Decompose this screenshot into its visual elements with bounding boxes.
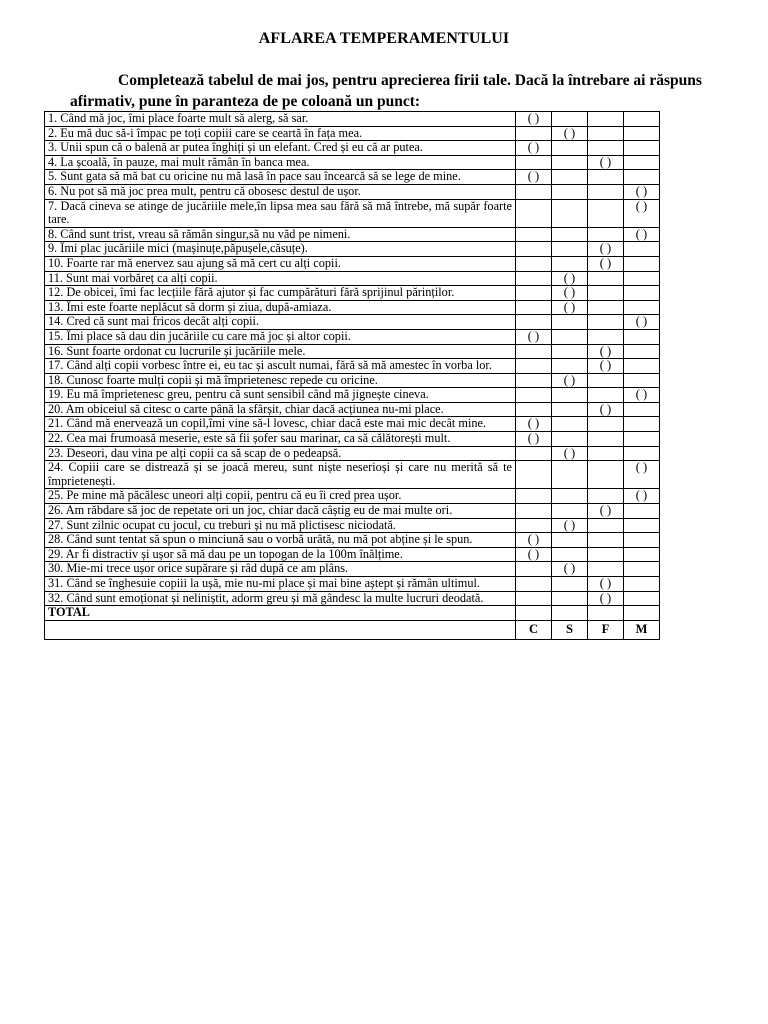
instructions-line-1: Completează tabelul de mai jos, pentru aprecierea firii tale. Dacă la întrebare ai răspuns (118, 72, 702, 89)
total-cell (624, 606, 660, 621)
answer-parentheses[interactable]: ( ) (527, 111, 540, 125)
answer-parentheses[interactable]: ( ) (563, 372, 576, 387)
answer-cell-s[interactable] (552, 446, 588, 461)
answer-cell-c (516, 591, 552, 606)
answer-cell-f (588, 562, 624, 577)
table-row (45, 432, 660, 447)
answer-cell-m (624, 417, 660, 432)
answer-cell-s (552, 489, 588, 504)
answer-cell-c (516, 577, 552, 592)
answer-cell-c (516, 373, 552, 388)
table-row (45, 126, 660, 141)
question-text: 19. Eu mă împrietenesc greu, pentru că sunt sensibil când mă jignește cineva. (45, 388, 516, 403)
answer-cell-m[interactable] (624, 388, 660, 403)
table-row (45, 489, 660, 504)
answer-parentheses[interactable]: ( ) (635, 226, 648, 241)
answer-cell-f (588, 446, 624, 461)
table-row (45, 547, 660, 562)
answer-cell-f (588, 184, 624, 199)
question-text: 2. Eu mă duc să-i împac pe toți copiii care se ceartă în fața mea. (45, 126, 516, 141)
answer-cell-s (552, 504, 588, 519)
answer-parentheses[interactable]: ( ) (563, 561, 576, 576)
question-text: 6. Nu pot să mă joc prea mult, pentru că obosesc destul de ușor. (45, 184, 516, 199)
answer-cell-c (516, 300, 552, 315)
answer-cell-m (624, 591, 660, 606)
question-text: 8. Când sunt trist, vreau să rămân singur,să nu văd pe nimeni. (45, 227, 516, 242)
answer-cell-s[interactable] (552, 562, 588, 577)
answer-cell-c (516, 199, 552, 227)
total-cell (588, 606, 624, 621)
answer-cell-s (552, 577, 588, 592)
answer-cell-f (588, 315, 624, 330)
table-row (45, 344, 660, 359)
answer-cell-c[interactable] (516, 533, 552, 548)
answer-cell-m[interactable] (624, 184, 660, 199)
answer-cell-m (624, 271, 660, 286)
question-text: 32. Când sunt emoționat și neliniștit, adorm greu și mă gândesc la multe lucruri deodată. (45, 591, 516, 606)
table-row (45, 227, 660, 242)
question-text: 12. De obicei, îmi fac lecțiile fără ajutor și fac cumpărături fără sprijinul părinților. (45, 286, 516, 301)
question-text: 17. Când alți copii vorbesc între ei, eu tac și ascult numai, fără să mă amestec în vorba lor. (45, 359, 516, 374)
answer-parentheses[interactable]: ( ) (599, 358, 612, 373)
table-row (45, 388, 660, 403)
answer-parentheses[interactable]: ( ) (527, 416, 540, 431)
answer-cell-f[interactable] (588, 577, 624, 592)
answer-cell-f (588, 489, 624, 504)
table-row (45, 446, 660, 461)
answer-cell-c (516, 242, 552, 257)
answer-cell-s (552, 170, 588, 185)
answer-cell-s (552, 227, 588, 242)
answer-cell-m (624, 518, 660, 533)
table-row (45, 256, 660, 271)
table-row (45, 533, 660, 548)
question-text: 4. La școală, în pauze, mai mult rămân în banca mea. (45, 155, 516, 170)
table-row (45, 184, 660, 199)
answer-cell-m (624, 533, 660, 548)
answer-parentheses[interactable]: ( ) (635, 183, 648, 198)
answer-cell-c (516, 446, 552, 461)
table-row (45, 562, 660, 577)
table-row (45, 373, 660, 388)
question-text: 3. Unii spun că o balenă ar putea înghiți și un elefant. Cred și eu că ar putea. (45, 141, 516, 156)
answer-cell-s[interactable] (552, 373, 588, 388)
instructions-line-2: afirmativ, pune în paranteza de pe coloană un punct: (70, 93, 421, 110)
answer-cell-c (516, 402, 552, 417)
answer-cell-m (624, 170, 660, 185)
answer-cell-s (552, 344, 588, 359)
answer-cell-s (552, 388, 588, 403)
answer-cell-s (552, 329, 588, 344)
table-row (45, 417, 660, 432)
question-text: 13. Îmi este foarte neplăcut să dorm și ziua, după-amiaza. (45, 300, 516, 315)
answer-cell-f[interactable] (588, 402, 624, 417)
column-letter: S (552, 621, 588, 640)
answer-cell-s[interactable] (552, 300, 588, 315)
answer-parentheses[interactable]: ( ) (527, 140, 540, 155)
answer-cell-m (624, 432, 660, 447)
question-text: 31. Când se înghesuie copiii la ușă, mie nu-mi place și mai bine aștept și rămân ultimul. (45, 577, 516, 592)
answer-cell-f[interactable] (588, 504, 624, 519)
table-row (45, 286, 660, 301)
answer-cell-m (624, 141, 660, 156)
answer-parentheses[interactable]: ( ) (527, 431, 540, 446)
answer-cell-s (552, 155, 588, 170)
answer-cell-c (516, 388, 552, 403)
answer-cell-m (624, 112, 660, 127)
answer-cell-f[interactable] (588, 359, 624, 374)
temperament-table (44, 111, 660, 640)
column-letter: F (588, 621, 624, 640)
question-text: 24. Copiii care se distrează și se joacă mereu, sunt niște neserioși și care nu merită să te împrietenești. (45, 461, 516, 489)
answer-parentheses[interactable]: ( ) (527, 169, 540, 184)
answer-cell-m (624, 547, 660, 562)
answer-cell-c[interactable] (516, 329, 552, 344)
table-row (45, 329, 660, 344)
table-row (45, 359, 660, 374)
answer-cell-c (516, 518, 552, 533)
question-text: 11. Sunt mai vorbăreț ca alți copii. (45, 271, 516, 286)
answer-cell-f (588, 170, 624, 185)
answer-cell-s[interactable] (552, 126, 588, 141)
answer-cell-s (552, 359, 588, 374)
column-letters-row (45, 621, 660, 640)
answer-cell-s (552, 533, 588, 548)
answer-cell-f (588, 126, 624, 141)
answer-parentheses[interactable]: ( ) (599, 241, 612, 256)
answer-cell-s (552, 591, 588, 606)
answer-parentheses[interactable]: ( ) (563, 285, 576, 300)
answer-cell-f (588, 141, 624, 156)
table-row (45, 155, 660, 170)
answer-cell-m (624, 402, 660, 417)
answer-parentheses[interactable]: ( ) (563, 517, 576, 532)
table-row (45, 577, 660, 592)
table-row (45, 461, 660, 489)
answer-cell-m (624, 300, 660, 315)
answer-parentheses[interactable]: ( ) (635, 460, 648, 475)
table-row (45, 504, 660, 519)
table-row (45, 112, 660, 127)
answer-cell-m[interactable] (624, 315, 660, 330)
question-text: 23. Deseori, dau vina pe alți copii ca să scap de o pedeapsă. (45, 446, 516, 461)
answer-cell-m (624, 329, 660, 344)
answer-cell-c (516, 126, 552, 141)
answer-cell-c (516, 256, 552, 271)
total-label: TOTAL (45, 606, 516, 621)
answer-cell-m (624, 344, 660, 359)
table-row (45, 402, 660, 417)
question-text: 1. Când mă joc, îmi place foarte mult să alerg, să sar. (45, 112, 516, 127)
table-row (45, 141, 660, 156)
answer-cell-s (552, 417, 588, 432)
answer-cell-f (588, 373, 624, 388)
answer-cell-m (624, 242, 660, 257)
answer-parentheses[interactable]: ( ) (563, 299, 576, 314)
answer-parentheses[interactable]: ( ) (599, 590, 612, 605)
answer-cell-c[interactable] (516, 547, 552, 562)
answer-parentheses[interactable]: ( ) (635, 488, 648, 503)
column-letter: C (516, 621, 552, 640)
answer-cell-s (552, 199, 588, 227)
table-row (45, 242, 660, 257)
answer-cell-c (516, 271, 552, 286)
answer-cell-c (516, 155, 552, 170)
answer-cell-s (552, 141, 588, 156)
question-text: 29. Ar fi distractiv și ușor să mă dau pe un topogan de la 100m înălțime. (45, 547, 516, 562)
answer-parentheses[interactable]: ( ) (635, 387, 648, 402)
answer-cell-c (516, 315, 552, 330)
answer-cell-s (552, 402, 588, 417)
answer-cell-c[interactable] (516, 417, 552, 432)
answer-cell-f (588, 533, 624, 548)
answer-cell-f (588, 461, 624, 489)
question-text: 27. Sunt zilnic ocupat cu jocul, cu treburi și nu mă plictisesc niciodată. (45, 518, 516, 533)
table-row (45, 170, 660, 185)
answer-cell-m[interactable] (624, 199, 660, 227)
question-text: 18. Cunosc foarte mulți copii și mă împrietenesc repede cu oricine. (45, 373, 516, 388)
answer-cell-m (624, 126, 660, 141)
answer-cell-c (516, 562, 552, 577)
answer-cell-f[interactable] (588, 591, 624, 606)
answer-cell-s (552, 461, 588, 489)
answer-parentheses[interactable]: ( ) (599, 503, 612, 518)
answer-cell-m[interactable] (624, 227, 660, 242)
answer-cell-c (516, 227, 552, 242)
answer-cell-s[interactable] (552, 271, 588, 286)
answer-parentheses[interactable]: ( ) (599, 255, 612, 270)
answer-cell-c (516, 184, 552, 199)
answer-parentheses[interactable]: ( ) (563, 445, 576, 460)
answer-parentheses[interactable]: ( ) (527, 546, 540, 561)
instructions (70, 70, 740, 112)
answer-cell-s[interactable] (552, 286, 588, 301)
answer-cell-s (552, 242, 588, 257)
answer-cell-s[interactable] (552, 518, 588, 533)
table-row (45, 271, 660, 286)
question-text: 15. Îmi place să dau din jucăriile cu care mă joc și altor copii. (45, 329, 516, 344)
answer-cell-c[interactable] (516, 112, 552, 127)
answer-cell-f (588, 547, 624, 562)
answer-cell-m[interactable] (624, 461, 660, 489)
answer-cell-s (552, 256, 588, 271)
answer-cell-f (588, 432, 624, 447)
answer-cell-f (588, 300, 624, 315)
question-text: 5. Sunt gata să mă bat cu oricine nu mă lasă în pace sau încearcă să se lege de mine. (45, 170, 516, 185)
total-row (45, 606, 660, 621)
answer-parentheses[interactable]: ( ) (599, 576, 612, 590)
answer-cell-s (552, 315, 588, 330)
answer-cell-f (588, 388, 624, 403)
answer-cell-f (588, 518, 624, 533)
question-text: 9. Îmi plac jucăriile mici (mașinuțe,păpușele,căsuțe). (45, 242, 516, 257)
answer-cell-s (552, 432, 588, 447)
answer-cell-c (516, 461, 552, 489)
answer-cell-m[interactable] (624, 489, 660, 504)
question-text: 16. Sunt foarte ordonat cu lucrurile și jucăriile mele. (45, 344, 516, 359)
answer-cell-c (516, 504, 552, 519)
answer-cell-c[interactable] (516, 141, 552, 156)
question-text: 10. Foarte rar mă enervez sau ajung să mă cert cu alți copii. (45, 256, 516, 271)
answer-cell-m (624, 446, 660, 461)
answer-cell-m (624, 256, 660, 271)
answer-cell-f (588, 112, 624, 127)
answer-parentheses[interactable]: ( ) (635, 314, 648, 329)
answer-cell-m (624, 504, 660, 519)
answer-parentheses[interactable]: ( ) (563, 270, 576, 285)
answer-cell-f[interactable] (588, 344, 624, 359)
total-cell (516, 606, 552, 621)
question-text: 7. Dacă cineva se atinge de jucăriile mele,în lipsa mea sau fără să mă întrebe, mă supăr foarte tare. (45, 199, 516, 227)
question-text: 22. Cea mai frumoasă meserie, este să fii șofer sau marinar, ca să călătorești mult. (45, 432, 516, 447)
answer-cell-s (552, 547, 588, 562)
table-row (45, 315, 660, 330)
total-cell (552, 606, 588, 621)
question-text: 26. Am răbdare să joc de repetate ori un joc, chiar dacă câștig eu de mai multe ori. (45, 504, 516, 519)
answer-cell-c (516, 359, 552, 374)
question-text: 25. Pe mine mă păcălesc uneori alți copii, pentru că eu îi cred prea ușor. (45, 489, 516, 504)
answer-cell-m (624, 577, 660, 592)
question-text: 21. Când mă enervează un copil,îmi vine să-l lovesc, chiar dacă este mai mic decât mine. (45, 417, 516, 432)
question-text: 20. Am obiceiul să citesc o carte până la sfârșit, chiar dacă acțiunea nu-mi place. (45, 402, 516, 417)
answer-cell-m (624, 155, 660, 170)
answer-parentheses[interactable]: ( ) (635, 198, 648, 213)
answer-cell-f (588, 227, 624, 242)
answer-cell-s (552, 112, 588, 127)
answer-cell-f[interactable] (588, 242, 624, 257)
table-row (45, 518, 660, 533)
answer-parentheses[interactable]: ( ) (527, 532, 540, 547)
answer-cell-f (588, 329, 624, 344)
answer-cell-c (516, 286, 552, 301)
answer-cell-f (588, 417, 624, 432)
answer-cell-f (588, 286, 624, 301)
answer-cell-m (624, 562, 660, 577)
answer-cell-f (588, 199, 624, 227)
blank-cell (45, 621, 516, 640)
answer-cell-c (516, 489, 552, 504)
answer-cell-f (588, 271, 624, 286)
answer-cell-c[interactable] (516, 170, 552, 185)
answer-parentheses[interactable]: ( ) (599, 401, 612, 416)
answer-cell-f[interactable] (588, 256, 624, 271)
table-body (45, 112, 660, 640)
answer-cell-m (624, 359, 660, 374)
answer-cell-f[interactable] (588, 155, 624, 170)
answer-parentheses[interactable]: ( ) (563, 125, 576, 140)
answer-cell-s (552, 184, 588, 199)
question-text: 14. Cred că sunt mai fricos decât alți copii. (45, 315, 516, 330)
document-title: AFLAREA TEMPERAMENTULUI (258, 30, 510, 47)
answer-cell-m (624, 286, 660, 301)
answer-parentheses[interactable]: ( ) (599, 154, 612, 169)
answer-cell-m (624, 373, 660, 388)
column-letter: M (624, 621, 660, 640)
question-text: 28. Când sunt tentat să spun o minciună sau o vorbă urâtă, nu mă pot abține și le spun. (45, 533, 516, 548)
table-row (45, 300, 660, 315)
table-row (45, 199, 660, 227)
table-row (45, 591, 660, 606)
answer-cell-c[interactable] (516, 432, 552, 447)
answer-parentheses[interactable]: ( ) (527, 328, 540, 343)
question-text: 30. Mie-mi trece ușor orice supărare și râd după ce am plâns. (45, 562, 516, 577)
answer-parentheses[interactable]: ( ) (599, 343, 612, 358)
answer-cell-c (516, 344, 552, 359)
